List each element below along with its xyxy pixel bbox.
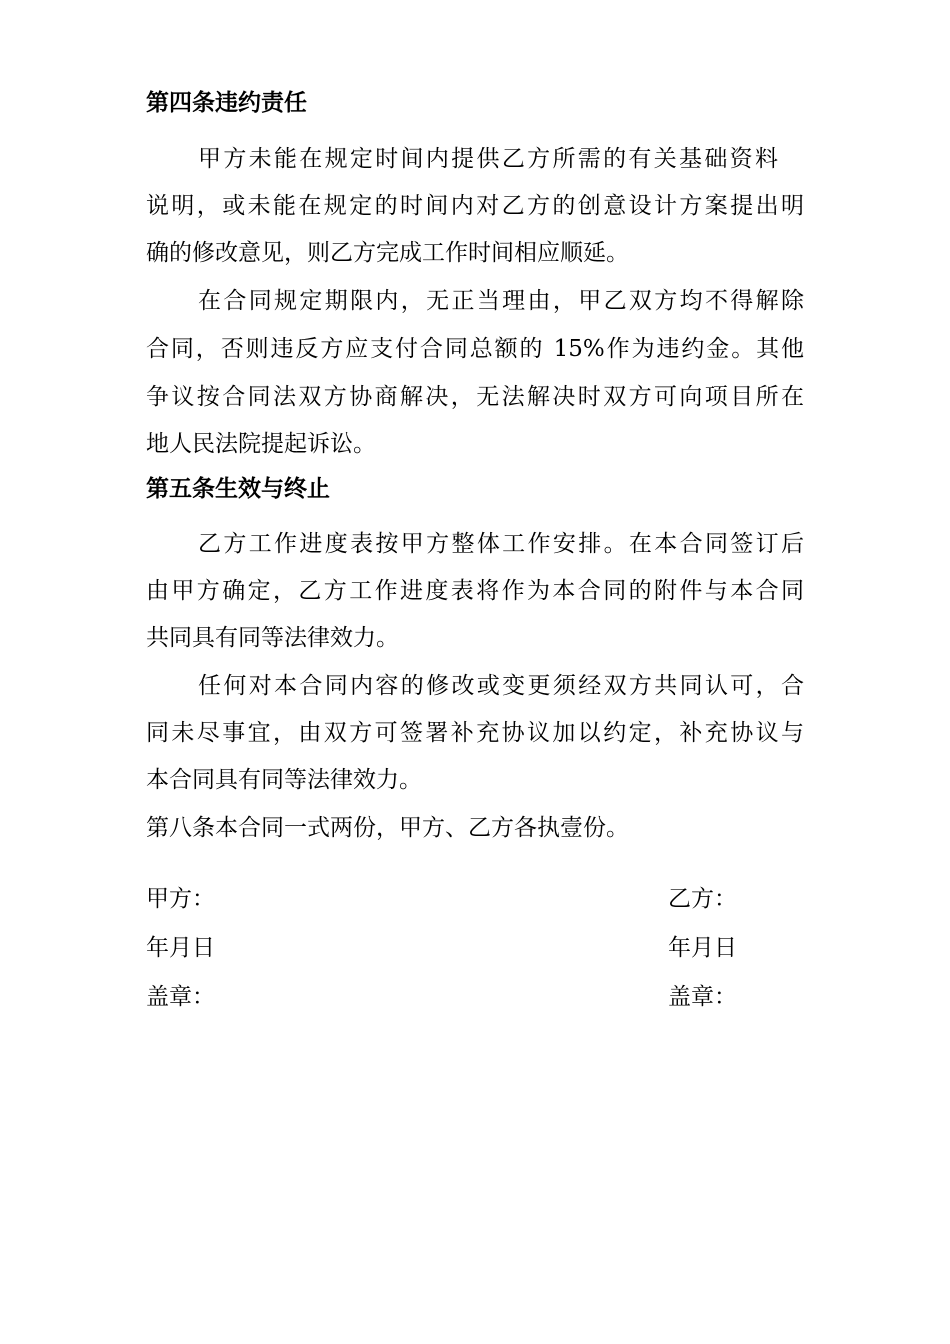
section-4-title: 第四条违约责任 — [146, 90, 307, 116]
section-4-para-2-line-3: 争议按合同法双方协商解决，无法解决时双方可向项目所在 — [146, 384, 804, 410]
section-5-para-1-line-1: 乙方工作进度表按甲方整体工作安排。在本合同签订后 — [198, 531, 804, 557]
party-a-date: 年月日 — [146, 935, 215, 961]
section-5-para-1-line-2: 由甲方确定，乙方工作进度表将作为本合同的附件与本合同 — [146, 578, 804, 604]
party-a-seal: 盖章： — [146, 984, 215, 1010]
section-5-para-1-line-3: 共同具有同等法律效力。 — [146, 625, 399, 651]
section-5-para-2-line-3: 本合同具有同等法律效力。 — [146, 767, 422, 793]
party-a-label: 甲方： — [146, 886, 215, 912]
party-b-seal: 盖章： — [668, 984, 737, 1010]
section-5-para-2-line-2: 同未尽事宜，由双方可签署补充协议加以约定，补充协议与 — [146, 720, 804, 746]
section-4-para-1-line-1: 甲方未能在规定时间内提供乙方所需的有关基础资料 — [198, 146, 778, 172]
party-b-date: 年月日 — [668, 935, 737, 961]
section-5-title: 第五条生效与终止 — [146, 476, 330, 502]
section-5-para-2-line-1: 任何对本合同内容的修改或变更须经双方共同认可，合 — [198, 673, 804, 699]
section-4-para-2-line-1: 在合同规定期限内，无正当理由，甲乙双方均不得解除 — [198, 288, 804, 314]
party-b-label: 乙方： — [668, 886, 737, 912]
section-4-para-2-line-2: 合同，否则违反方应支付合同总额的 15%作为违约金。其他 — [146, 336, 804, 362]
section-4-para-1-line-2: 说明，或未能在规定的时间内对乙方的创意设计方案提出明 — [146, 193, 804, 219]
section-8-text: 第八条本合同一式两份，甲方、乙方各执壹份。 — [146, 815, 629, 841]
section-4-para-1-line-3: 确的修改意见，则乙方完成工作时间相应顺延。 — [146, 240, 629, 266]
section-4-para-2-line-4: 地人民法院提起诉讼。 — [146, 431, 376, 457]
